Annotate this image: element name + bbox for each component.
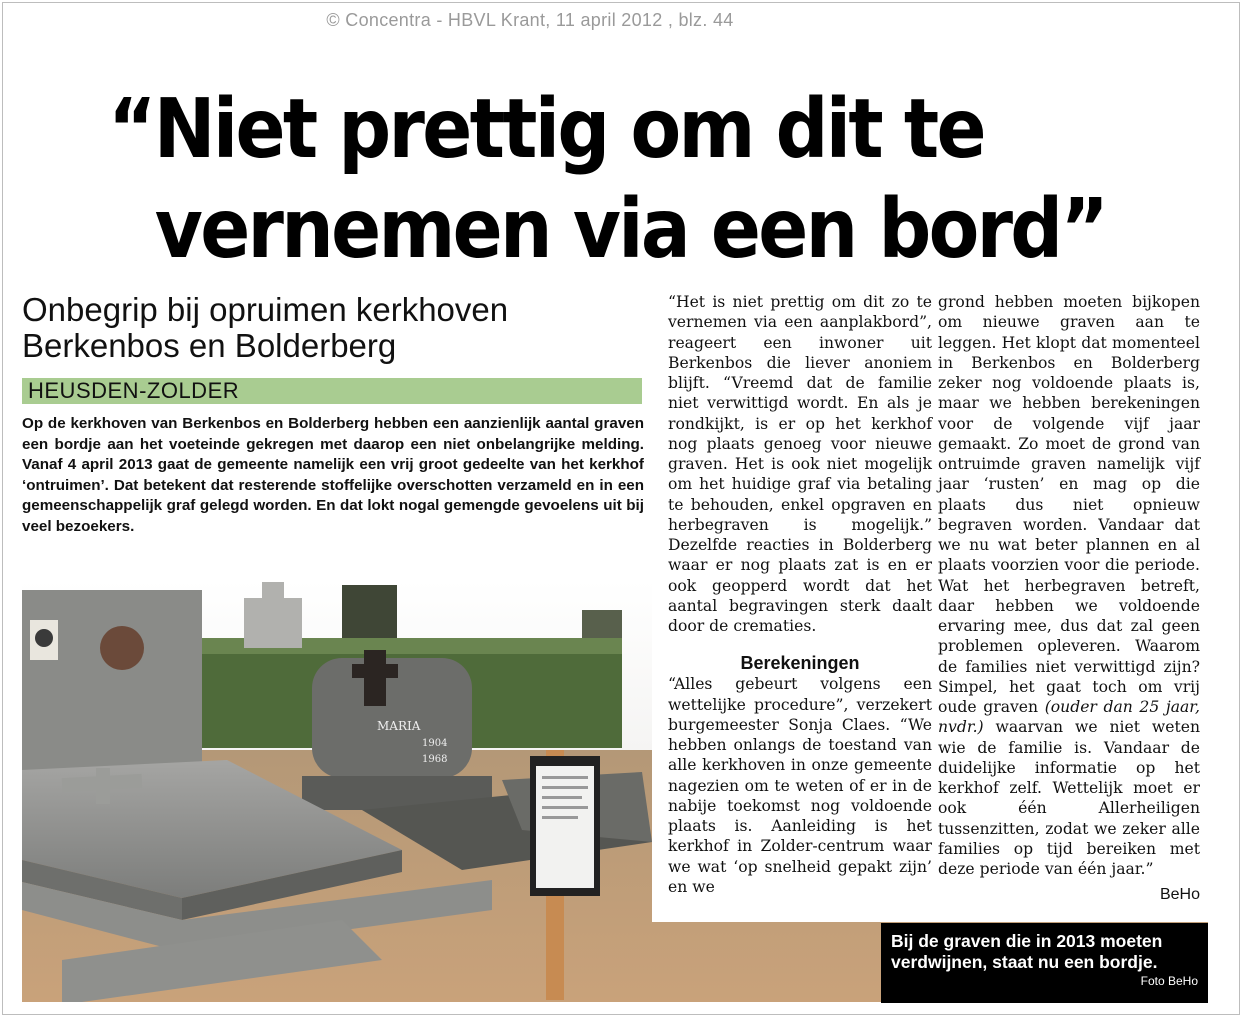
plaque-year-1: 1904 [422,738,448,749]
location-label: HEUSDEN-ZOLDER [22,378,642,404]
editor-note: (ouder dan 25 jaar, nvdr.) [938,698,1201,737]
column-2-text-before: grond hebben moeten bijkopen om nieuwe graven aan te leggen. Het klopt dat momenteel in Berkenbos en Bolderberg zeker nog voldoende plaats is, maar we hebben berekeningen voor de volgende vijf jaar gemaakt. Zo moet de grond van ontruimde graven namelijk vijf jaar ‘rusten’ en mag op die plaats dus niet opnieuw begraven worden. Vandaar dat we nu wat beter plannen en al plaats voorzien voor die periode. Wat het herbegraven betreft, daar hebben we voldoende ervaring mee, dus dat zal geen problemen opleveren. Waarom de families niet verwittigd zijn? Simpel, het gaat toch om vrij oude graven [938,293,1200,716]
copyright-line: © Concentra - HBVL Krant, 11 april 2012 , blz. 44 [326,10,734,30]
lead-paragraph: Op de kerkhoven van Berkenbos en Bolderberg hebben een aanzienlijk aantal graven een bordje aan het voeteinde gekregen met daarop een niet onbelangrijke melding. Vanaf 4 april 2013 gaat de gemeente namelijk een vrij groot gedeelte van het kerkhof ‘ontruimen’. Dat betekent dat resterende stoffelijke overschotten verzameld en in een gemeenschappelijk graf gelegd worden. En dat lokt nogal gemengde gevoelens uit bij veel bezoekers. [22,415,644,535]
column-2-paragraph [938,292,1200,879]
photo-caption [881,923,1208,1003]
headline-line-1: “Niet prettig om dit te [108,82,984,177]
article-column-2 [938,292,1200,906]
subheadline-line-1: Onbegrip bij opruimen kerkhoven [22,291,509,328]
article-body [652,292,1209,922]
column-1-paragraph-1: “Het is niet prettig om dit zo te vernemen via een aanplakbord”, reageert een inwoner uit Berkenbos die liever anoniem blijft. “Vreemd dat de familie niet verwittigd wordt. En als je rondkijkt, is er op het kerkhof nog plaats genoeg voor nieuwe graven. Het is ook niet mogelijk om het huidige graf via betaling te behouden, enkel opgraven en herbegraven is mogelijk.” Dezelfde reacties in Bolderberg waar er nog plaats zat is en er ook geopperd wordt dat het aantal begravingen sterk daalt door de crematies. [668,293,932,635]
column-2-text-after: waarvan we niet weten wie de familie is. Vandaar de duidelijke informatie op het kerkhof zelf. Wettelijk moet er ook één Allerheiligen tussenzitten, zodat we zeker alle families op tijd bereiken met deze periode van één jaar.” [938,718,1200,878]
subheadline [22,292,642,364]
headline-line-2: vernemen via een bord” [154,182,1107,277]
caption-text: Bij de graven die in 2013 moeten verdwijnen, staat nu een bordje. [891,931,1163,972]
column-1-paragraph-2: “Alles gebeurt volgens een wettelijke procedure”, verzekert burgemeester Sonja Claes. “We hebben onlangs de toestand van alle kerkhoven in onze gemeente nagezien om te weten of er in de nabije toekomst nog voldoende plaats is. Aanleiding is het kerkhof in Zolder-centrum waar we wat ‘op snelheid gepakt zijn’ en we [668,675,932,896]
subheadline-line-2: Berkenbos en Bolderberg [22,327,397,364]
plaque-name: MARIA [377,719,421,733]
photo-credit: Foto BeHo [1140,974,1198,988]
article-column-1 [668,292,932,897]
author-byline: BeHo [1159,886,1200,904]
headline [108,80,1107,280]
intertitle: Berekeningen [740,653,860,674]
plaque-year-2: 1968 [422,754,448,765]
